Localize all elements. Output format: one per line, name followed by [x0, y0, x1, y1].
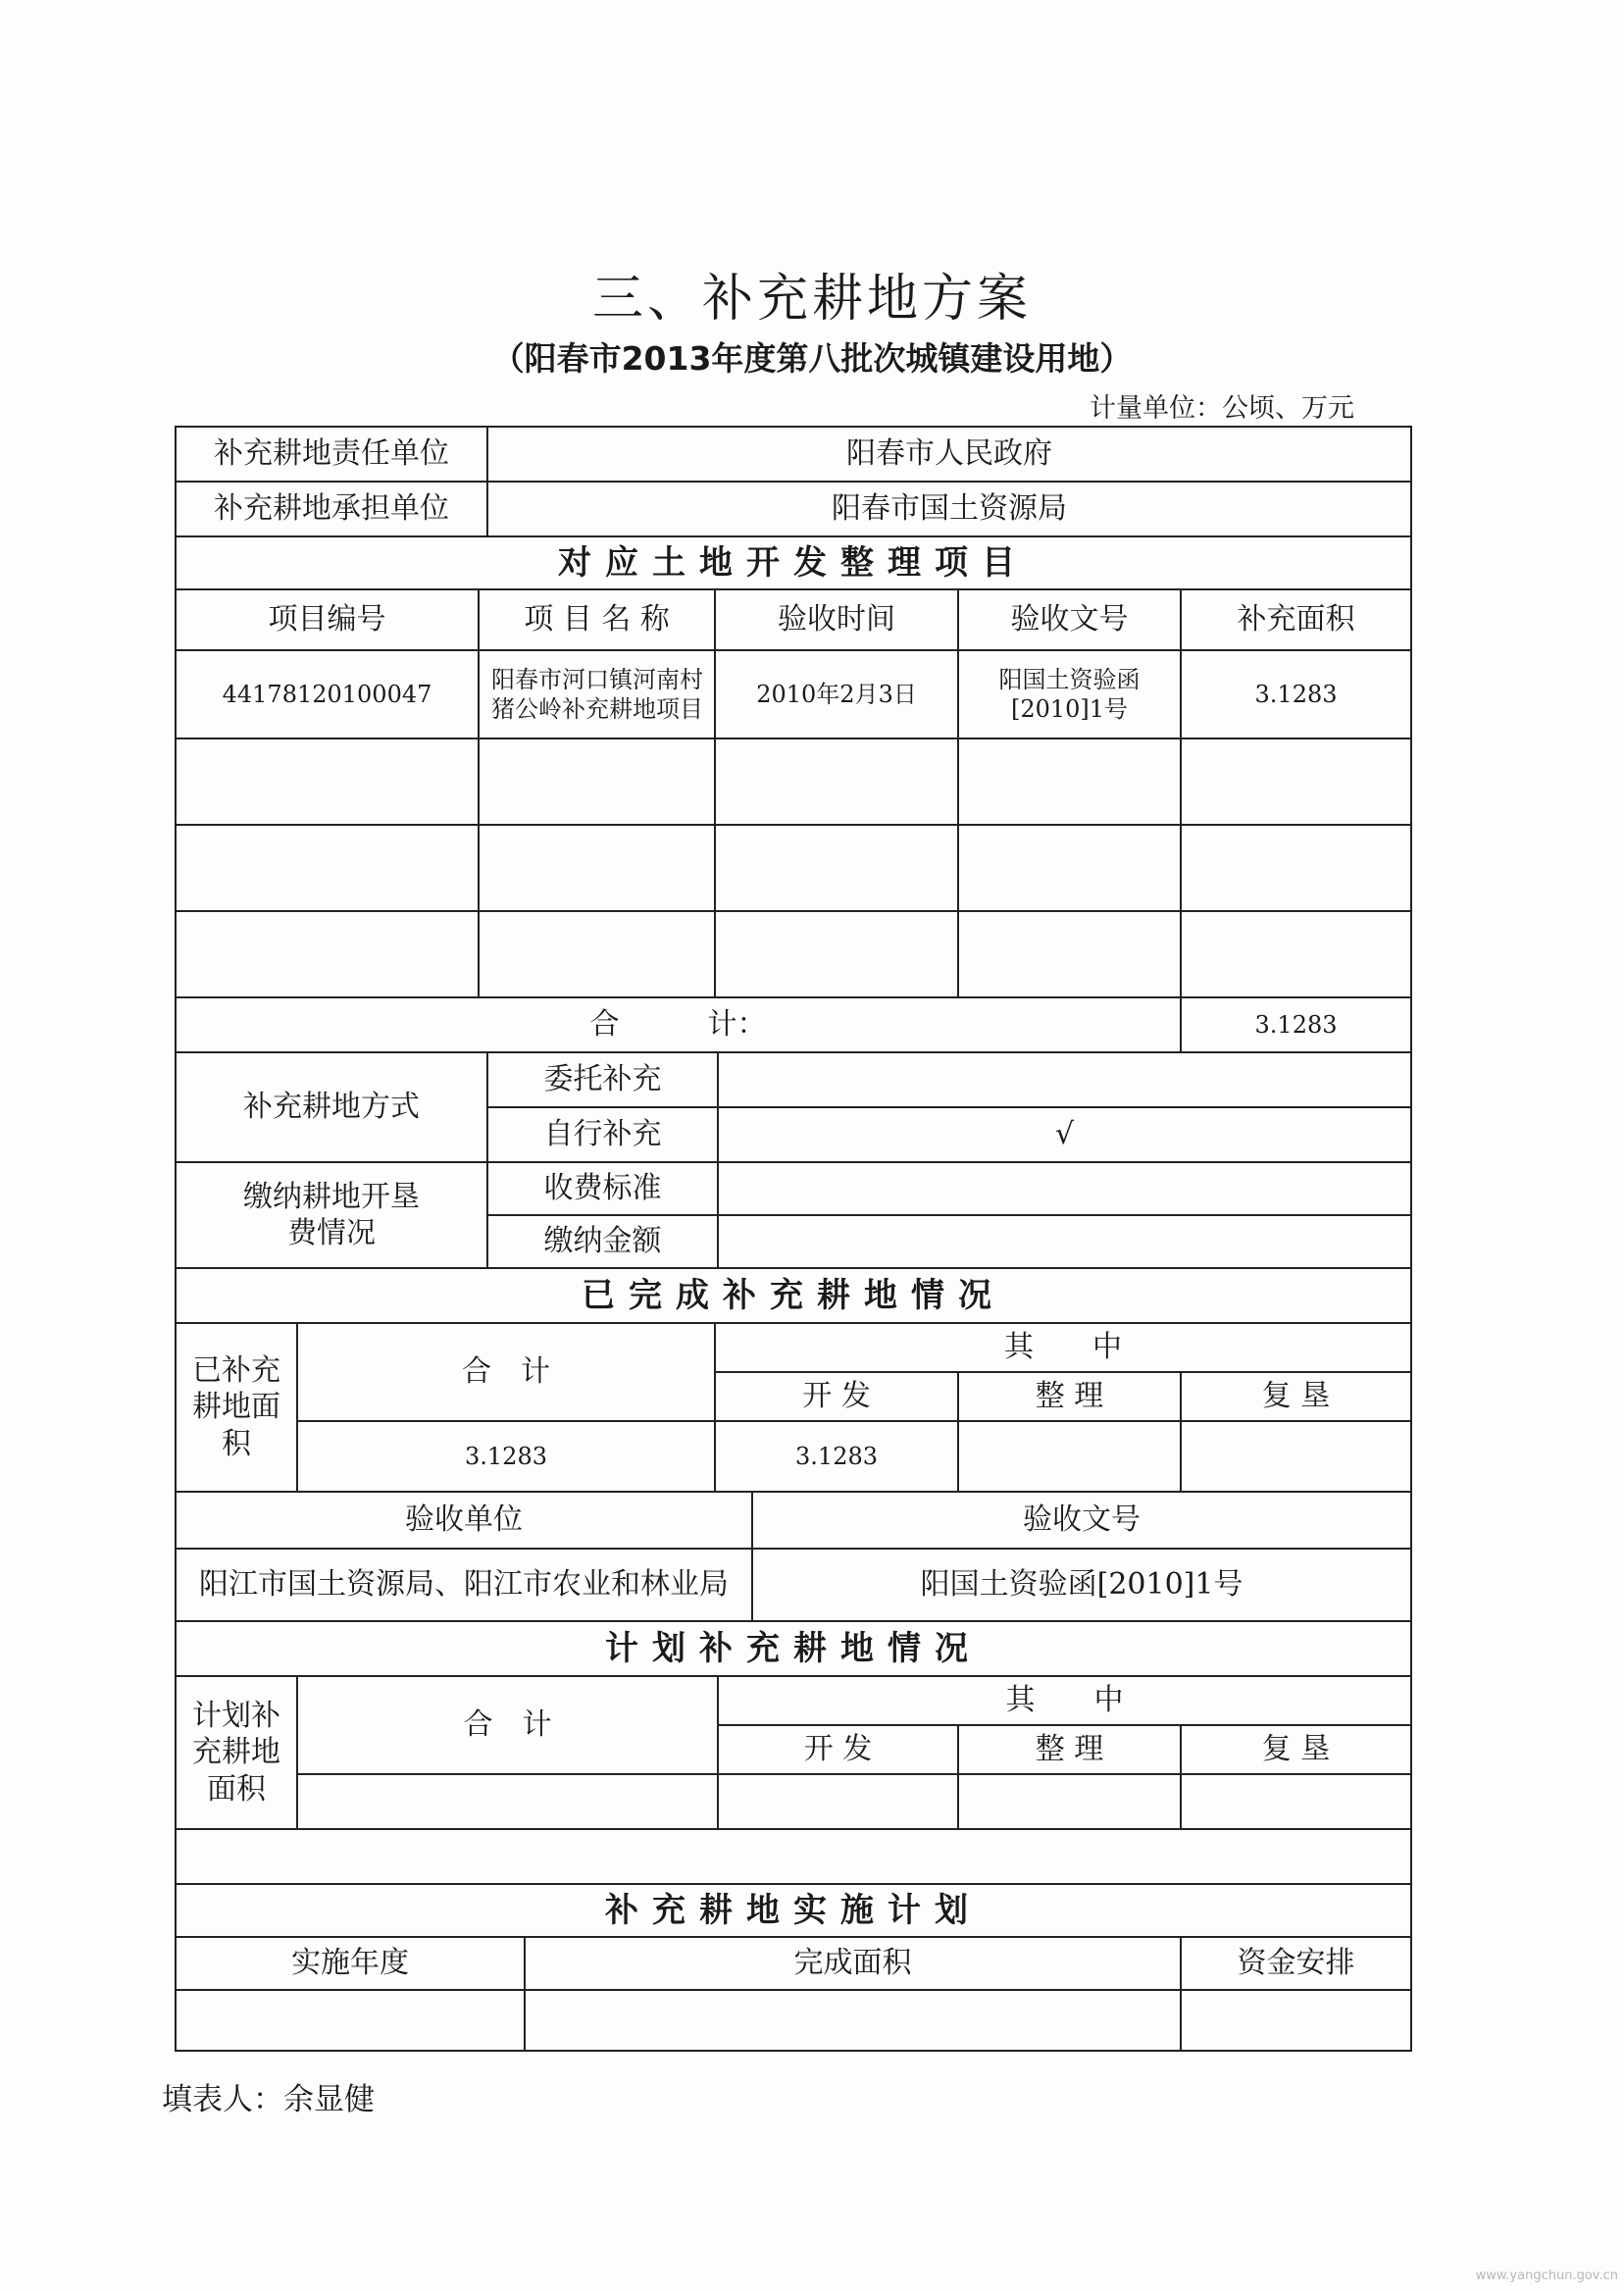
acceptance-unit-value: 阳江市国土资源局、阳江市农业和林业局	[176, 1549, 752, 1621]
completed-heading: 已完成补充耕地情况	[176, 1268, 1411, 1323]
empty-cell	[1181, 738, 1411, 825]
completed-develop-value: 3.1283	[715, 1421, 958, 1492]
plan-col-funds: 资金安排	[1181, 1937, 1411, 1990]
planned-consolidate-value	[958, 1774, 1181, 1829]
site-watermark: www.yangchun.gov.cn	[1475, 2268, 1618, 2283]
planned-among-label: 其 中	[718, 1676, 1411, 1725]
plan-year-value	[176, 1990, 525, 2051]
empty-cell	[479, 825, 715, 911]
fee-amount-label: 缴纳金额	[487, 1215, 718, 1268]
completed-consolidate-value	[958, 1421, 1181, 1492]
undertaker-label: 补充耕地承担单位	[176, 482, 487, 536]
projects-total-value: 3.1283	[1181, 997, 1411, 1052]
form-filler: 填表人：余显健	[162, 2082, 375, 2117]
planned-reclaim-value	[1181, 1774, 1411, 1829]
empty-cell	[715, 911, 958, 997]
empty-cell	[958, 738, 1181, 825]
planned-sub-reclaim: 复 垦	[1181, 1725, 1411, 1774]
blank-row	[176, 1829, 1411, 1884]
planned-develop-value	[718, 1774, 958, 1829]
empty-cell	[479, 911, 715, 997]
supplementary-farmland-table	[175, 426, 1412, 2052]
completed-sub-develop: 开 发	[715, 1372, 958, 1421]
project-code: 44178120100047	[176, 650, 479, 738]
project-docno: 阳国土资验函[2010]1号	[958, 650, 1181, 738]
responsibility-label: 补充耕地责任单位	[176, 427, 487, 482]
fee-standard-label: 收费标准	[487, 1162, 718, 1215]
acceptance-doc-value: 阳国土资验函[2010]1号	[752, 1549, 1411, 1621]
plan-col-year: 实施年度	[176, 1937, 525, 1990]
empty-cell	[176, 825, 479, 911]
plan-heading: 补充耕地实施计划	[176, 1884, 1411, 1937]
fee-standard-value	[718, 1162, 1411, 1215]
table-row	[176, 650, 1411, 738]
completed-sub-reclaim: 复 垦	[1181, 1372, 1411, 1421]
planned-heading: 计划补充耕地情况	[176, 1621, 1411, 1676]
empty-cell	[715, 738, 958, 825]
undertaker-value: 阳春市国土资源局	[487, 482, 1411, 536]
completed-total-value: 3.1283	[297, 1421, 715, 1492]
projects-col-code: 项目编号	[176, 589, 479, 650]
planned-row-label: 计划补充耕地面积	[176, 1676, 297, 1829]
plan-col-area: 完成面积	[525, 1937, 1181, 1990]
planned-sub-develop: 开 发	[718, 1725, 958, 1774]
acceptance-unit-label: 验收单位	[176, 1492, 752, 1549]
page-subtitle: （阳春市2013年度第八批次城镇建设用地）	[491, 339, 1133, 378]
planned-total-value	[297, 1774, 718, 1829]
completed-reclaim-value	[1181, 1421, 1411, 1492]
projects-col-docno: 验收文号	[958, 589, 1181, 650]
units-note: 计量单位：公顷、万元	[1090, 393, 1354, 424]
project-date: 2010年2月3日	[715, 650, 958, 738]
projects-total-label: 合 计：	[176, 997, 1181, 1052]
completed-sub-consolidate: 整 理	[958, 1372, 1181, 1421]
projects-heading: 对应土地开发整理项目	[176, 536, 1411, 589]
fee-label: 缴纳耕地开垦费情况	[176, 1162, 487, 1268]
method-label: 补充耕地方式	[176, 1052, 487, 1162]
completed-among-label: 其 中	[715, 1323, 1411, 1372]
table-row	[176, 911, 1411, 997]
empty-cell	[479, 738, 715, 825]
projects-col-name: 项 目 名 称	[479, 589, 715, 650]
completed-row-label: 已补充耕地面积	[176, 1323, 297, 1492]
empty-cell	[176, 911, 479, 997]
planned-total-label: 合 计	[297, 1676, 718, 1774]
acceptance-doc-label: 验收文号	[752, 1492, 1411, 1549]
responsibility-value: 阳春市人民政府	[487, 427, 1411, 482]
method-mark-entrust	[718, 1052, 1411, 1107]
empty-cell	[1181, 825, 1411, 911]
method-mark-self: √	[718, 1107, 1411, 1162]
project-area: 3.1283	[1181, 650, 1411, 738]
fee-amount-value	[718, 1215, 1411, 1268]
projects-col-area: 补充面积	[1181, 589, 1411, 650]
table-row	[176, 1990, 1411, 2051]
empty-cell	[958, 911, 1181, 997]
empty-cell	[715, 825, 958, 911]
method-option-self: 自行补充	[487, 1107, 718, 1162]
project-name: 阳春市河口镇河南村猪公岭补充耕地项目	[479, 650, 715, 738]
method-option-entrust: 委托补充	[487, 1052, 718, 1107]
projects-col-date: 验收时间	[715, 589, 958, 650]
table-row	[176, 738, 1411, 825]
page-title: 三、补充耕地方案	[591, 270, 1032, 329]
plan-area-value	[525, 1990, 1181, 2051]
empty-cell	[1181, 911, 1411, 997]
table-row	[176, 825, 1411, 911]
plan-funds-value	[1181, 1990, 1411, 2051]
planned-sub-consolidate: 整 理	[958, 1725, 1181, 1774]
empty-cell	[176, 738, 479, 825]
completed-total-label: 合 计	[297, 1323, 715, 1421]
empty-cell	[958, 825, 1181, 911]
